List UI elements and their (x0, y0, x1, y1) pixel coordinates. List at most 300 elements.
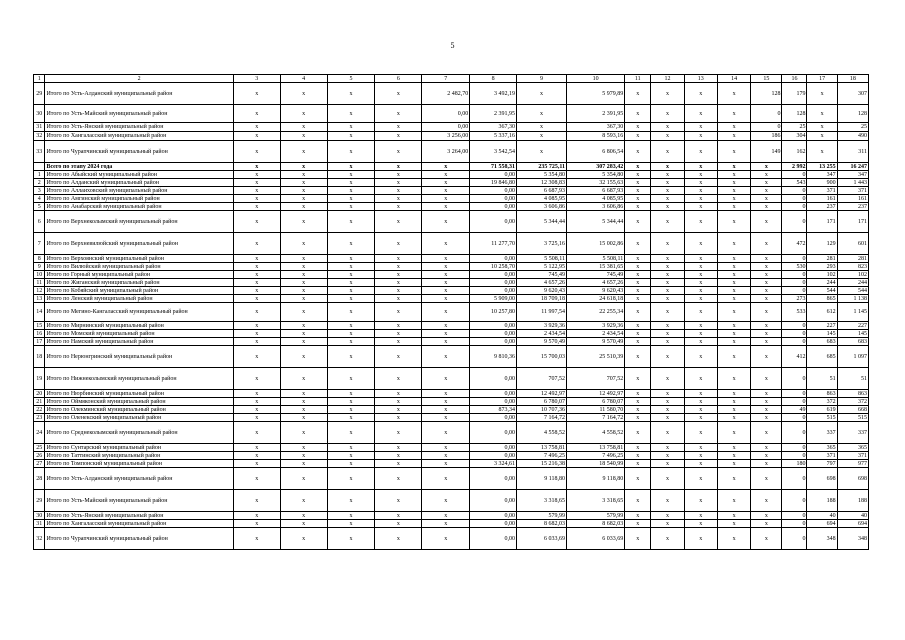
empty-marker-cell: x (280, 83, 327, 105)
empty-marker-cell: x (717, 203, 750, 211)
value-cell: 745,49 (517, 271, 567, 279)
value-cell: 129 (807, 233, 837, 255)
value-cell: 601 (837, 233, 868, 255)
empty-marker-cell: x (422, 512, 470, 520)
value-cell: 307 283,42 (567, 163, 625, 171)
value-cell: 5 508,11 (517, 255, 567, 263)
empty-marker-cell: x (684, 468, 717, 490)
row-number-cell: 16 (34, 330, 45, 338)
empty-marker-cell: x (651, 452, 684, 460)
district-name-cell: Итого по Таттинский муниципальный район (45, 452, 233, 460)
value-cell: 348 (807, 528, 837, 550)
value-cell: 530 (782, 263, 807, 271)
table-row (34, 295, 869, 303)
value-cell: 3 492,19 (470, 83, 517, 105)
value-cell: 8 593,16 (567, 132, 625, 141)
district-name-cell: Итого по Усть-Майский муниципальный район (45, 490, 233, 512)
empty-marker-cell: x (280, 263, 327, 271)
empty-marker-cell: x (717, 263, 750, 271)
empty-marker-cell: x (651, 187, 684, 195)
empty-marker-cell: x (807, 123, 837, 132)
table-row (34, 346, 869, 368)
empty-marker-cell: x (684, 330, 717, 338)
empty-marker-cell: x (717, 452, 750, 460)
value-cell: 9 810,36 (470, 346, 517, 368)
value-cell: 0 (782, 520, 807, 528)
empty-marker-cell: x (651, 132, 684, 141)
empty-marker-cell: x (625, 132, 651, 141)
value-cell: 347 (807, 171, 837, 179)
empty-marker-cell: x (280, 406, 327, 414)
column-header: 7 (422, 75, 470, 83)
empty-marker-cell: x (280, 211, 327, 233)
empty-marker-cell: x (625, 105, 651, 123)
value-cell: 5 909,00 (470, 295, 517, 303)
value-cell: 6 806,54 (567, 141, 625, 163)
table-row (34, 398, 869, 406)
empty-marker-cell: x (280, 187, 327, 195)
empty-marker-cell: x (233, 406, 280, 414)
empty-marker-cell: x (625, 444, 651, 452)
empty-marker-cell: x (233, 468, 280, 490)
value-cell: 2 992 (782, 163, 807, 171)
value-cell: 698 (807, 468, 837, 490)
value-cell: 9 620,43 (567, 287, 625, 295)
empty-marker-cell: x (625, 287, 651, 295)
empty-marker-cell: x (717, 287, 750, 295)
column-header: 10 (567, 75, 625, 83)
value-cell: 0 (782, 271, 807, 279)
empty-marker-cell: x (625, 211, 651, 233)
empty-marker-cell: x (375, 179, 422, 187)
value-cell: 0,00 (470, 422, 517, 444)
district-name-cell: Итого по Нерюнгринский муниципальный район (45, 346, 233, 368)
row-number-cell: 21 (34, 398, 45, 406)
empty-marker-cell: x (327, 368, 375, 390)
value-cell: 865 (807, 295, 837, 303)
empty-marker-cell: x (280, 105, 327, 123)
value-cell: 0,00 (470, 490, 517, 512)
empty-marker-cell: x (717, 271, 750, 279)
value-cell: 0,00 (470, 444, 517, 452)
value-cell: 15 002,86 (567, 233, 625, 255)
empty-marker-cell: x (280, 398, 327, 406)
empty-marker-cell: x (375, 132, 422, 141)
row-number-cell: 23 (34, 414, 45, 422)
table-row (34, 263, 869, 271)
empty-marker-cell: x (280, 179, 327, 187)
table-row (34, 211, 869, 233)
empty-marker-cell: x (684, 141, 717, 163)
empty-marker-cell: x (422, 406, 470, 414)
empty-marker-cell: x (625, 203, 651, 211)
empty-marker-cell: x (233, 255, 280, 263)
empty-marker-cell: x (422, 346, 470, 368)
empty-marker-cell: x (751, 279, 782, 287)
row-number-cell: 2 (34, 179, 45, 187)
row-number-cell: 26 (34, 452, 45, 460)
empty-marker-cell: x (651, 330, 684, 338)
value-cell: 4 558,52 (567, 422, 625, 444)
value-cell: 612 (807, 303, 837, 322)
district-name-cell: Итого по Верхневилюйский муниципальный район (45, 233, 233, 255)
empty-marker-cell: x (327, 330, 375, 338)
empty-marker-cell: x (717, 255, 750, 263)
empty-marker-cell: x (717, 303, 750, 322)
empty-marker-cell: x (280, 368, 327, 390)
empty-marker-cell: x (517, 83, 567, 105)
empty-marker-cell: x (651, 414, 684, 422)
empty-marker-cell: x (684, 123, 717, 132)
district-name-cell: Всего по этапу 2024 года (45, 163, 233, 171)
empty-marker-cell: x (651, 141, 684, 163)
value-cell: 0 (782, 528, 807, 550)
empty-marker-cell: x (327, 195, 375, 203)
value-cell: 337 (837, 422, 868, 444)
value-cell: 707,52 (517, 368, 567, 390)
value-cell: 12 492,97 (567, 390, 625, 398)
row-number-cell: 10 (34, 271, 45, 279)
empty-marker-cell: x (422, 414, 470, 422)
empty-marker-cell: x (327, 141, 375, 163)
empty-marker-cell: x (684, 390, 717, 398)
empty-marker-cell: x (375, 346, 422, 368)
value-cell: 863 (837, 390, 868, 398)
value-cell: 683 (837, 338, 868, 346)
value-cell: 18 709,18 (517, 295, 567, 303)
value-cell: 0 (782, 195, 807, 203)
empty-marker-cell: x (327, 123, 375, 132)
district-name-cell: Итого по Алданский муниципальный район (45, 179, 233, 187)
empty-marker-cell: x (625, 414, 651, 422)
empty-marker-cell: x (625, 187, 651, 195)
empty-marker-cell: x (717, 123, 750, 132)
value-cell: 9 570,49 (567, 338, 625, 346)
empty-marker-cell: x (375, 233, 422, 255)
district-name-cell: Итого по Среднеколымский муниципальный район (45, 422, 233, 444)
empty-marker-cell: x (422, 422, 470, 444)
value-cell: 0 (782, 512, 807, 520)
empty-marker-cell: x (422, 187, 470, 195)
value-cell: 0,00 (470, 452, 517, 460)
empty-marker-cell: x (751, 171, 782, 179)
empty-marker-cell: x (280, 422, 327, 444)
empty-marker-cell: x (280, 520, 327, 528)
empty-marker-cell: x (651, 390, 684, 398)
value-cell: 281 (837, 255, 868, 263)
value-cell: 0 (782, 287, 807, 295)
row-number-cell: 32 (34, 132, 45, 141)
row-number-cell: 11 (34, 279, 45, 287)
empty-marker-cell: x (422, 390, 470, 398)
value-cell: 51 (807, 368, 837, 390)
empty-marker-cell: x (625, 528, 651, 550)
value-cell: 3 318,65 (567, 490, 625, 512)
value-cell: 3 318,65 (517, 490, 567, 512)
value-cell: 180 (782, 460, 807, 468)
empty-marker-cell: x (651, 105, 684, 123)
value-cell: 533 (782, 303, 807, 322)
empty-marker-cell: x (233, 330, 280, 338)
value-cell: 365 (807, 444, 837, 452)
empty-marker-cell: x (717, 83, 750, 105)
value-cell: 18 540,99 (567, 460, 625, 468)
empty-marker-cell: x (375, 460, 422, 468)
empty-marker-cell: x (233, 414, 280, 422)
table-row (34, 141, 869, 163)
table-row (34, 512, 869, 520)
value-cell: 6 687,93 (567, 187, 625, 195)
value-cell: 6 780,07 (517, 398, 567, 406)
value-cell: 579,99 (517, 512, 567, 520)
empty-marker-cell: x (375, 414, 422, 422)
value-cell: 0,00 (470, 195, 517, 203)
empty-marker-cell: x (517, 123, 567, 132)
empty-marker-cell: x (684, 132, 717, 141)
empty-marker-cell: x (751, 295, 782, 303)
empty-marker-cell: x (280, 271, 327, 279)
value-cell: 6 687,93 (517, 187, 567, 195)
empty-marker-cell: x (751, 452, 782, 460)
empty-marker-cell: x (625, 163, 651, 171)
value-cell: 227 (807, 322, 837, 330)
district-name-cell: Итого по Вилюйский муниципальный район (45, 263, 233, 271)
empty-marker-cell: x (233, 163, 280, 171)
value-cell: 543 (782, 179, 807, 187)
value-cell: 412 (782, 346, 807, 368)
empty-marker-cell: x (751, 414, 782, 422)
empty-marker-cell: x (327, 346, 375, 368)
empty-marker-cell: x (422, 322, 470, 330)
empty-marker-cell: x (684, 338, 717, 346)
value-cell: 668 (837, 406, 868, 414)
value-cell: 24 618,18 (567, 295, 625, 303)
empty-marker-cell: x (717, 490, 750, 512)
value-cell: 0,00 (470, 187, 517, 195)
row-number-cell: 27 (34, 460, 45, 468)
value-cell: 4 085,95 (517, 195, 567, 203)
value-cell: 2 434,54 (567, 330, 625, 338)
empty-marker-cell: x (625, 368, 651, 390)
table-row (34, 303, 869, 322)
empty-marker-cell: x (625, 195, 651, 203)
empty-marker-cell: x (233, 390, 280, 398)
empty-marker-cell: x (651, 295, 684, 303)
empty-marker-cell: x (233, 287, 280, 295)
row-number-cell: 19 (34, 368, 45, 390)
empty-marker-cell: x (280, 233, 327, 255)
row-number-cell: 14 (34, 303, 45, 322)
empty-marker-cell: x (717, 171, 750, 179)
empty-marker-cell: x (327, 490, 375, 512)
empty-marker-cell: x (422, 255, 470, 263)
empty-marker-cell: x (422, 528, 470, 550)
empty-marker-cell: x (625, 390, 651, 398)
value-cell: 227 (837, 322, 868, 330)
empty-marker-cell: x (422, 171, 470, 179)
value-cell: 13 758,81 (517, 444, 567, 452)
value-cell: 4 657,26 (567, 279, 625, 287)
value-cell: 3 929,36 (567, 322, 625, 330)
value-cell: 4 085,95 (567, 195, 625, 203)
empty-marker-cell: x (684, 271, 717, 279)
value-cell: 11 997,54 (517, 303, 567, 322)
value-cell: 7 496,25 (567, 452, 625, 460)
empty-marker-cell: x (280, 303, 327, 322)
empty-marker-cell: x (684, 520, 717, 528)
empty-marker-cell: x (327, 390, 375, 398)
value-cell: 13 255 (807, 163, 837, 171)
value-cell: 5 344,44 (567, 211, 625, 233)
empty-marker-cell: x (625, 520, 651, 528)
district-name-cell: Итого по Анабарский муниципальный район (45, 203, 233, 211)
empty-marker-cell: x (375, 211, 422, 233)
table-row (34, 287, 869, 295)
value-cell: 6 780,07 (567, 398, 625, 406)
value-cell: 0 (782, 338, 807, 346)
empty-marker-cell: x (684, 322, 717, 330)
empty-marker-cell: x (717, 132, 750, 141)
empty-marker-cell: x (327, 132, 375, 141)
value-cell: 12 492,97 (517, 390, 567, 398)
value-cell: 5 508,11 (567, 255, 625, 263)
column-header: 6 (375, 75, 422, 83)
empty-marker-cell: x (717, 211, 750, 233)
empty-marker-cell: x (233, 368, 280, 390)
empty-marker-cell: x (422, 163, 470, 171)
row-number-cell: 22 (34, 406, 45, 414)
empty-marker-cell: x (717, 406, 750, 414)
value-cell: 244 (837, 279, 868, 287)
empty-marker-cell: x (684, 346, 717, 368)
empty-marker-cell: x (751, 368, 782, 390)
empty-marker-cell: x (751, 187, 782, 195)
row-number-cell: 32 (34, 528, 45, 550)
empty-marker-cell: x (651, 123, 684, 132)
value-cell: 11 277,70 (470, 233, 517, 255)
empty-marker-cell: x (625, 322, 651, 330)
value-cell: 619 (807, 406, 837, 414)
empty-marker-cell: x (280, 141, 327, 163)
empty-marker-cell: x (422, 490, 470, 512)
value-cell: 0,00 (470, 528, 517, 550)
table-row (34, 520, 869, 528)
empty-marker-cell: x (751, 490, 782, 512)
empty-marker-cell: x (625, 179, 651, 187)
value-cell: 0 (782, 390, 807, 398)
row-number-cell: 1 (34, 171, 45, 179)
row-number-cell: 28 (34, 468, 45, 490)
row-number-cell: 6 (34, 211, 45, 233)
value-cell: 371 (807, 452, 837, 460)
value-cell: 0 (782, 211, 807, 233)
empty-marker-cell: x (751, 468, 782, 490)
district-name-cell: Итого по Амгинский муниципальный район (45, 195, 233, 203)
value-cell: 32 155,63 (567, 179, 625, 187)
empty-marker-cell: x (422, 303, 470, 322)
row-number-cell: 5 (34, 203, 45, 211)
empty-marker-cell: x (327, 406, 375, 414)
empty-marker-cell: x (375, 512, 422, 520)
empty-marker-cell: x (684, 452, 717, 460)
empty-marker-cell: x (422, 263, 470, 271)
empty-marker-cell: x (422, 211, 470, 233)
empty-marker-cell: x (233, 295, 280, 303)
row-number-cell: 8 (34, 255, 45, 263)
empty-marker-cell: x (327, 187, 375, 195)
empty-marker-cell: x (375, 287, 422, 295)
empty-marker-cell: x (717, 322, 750, 330)
empty-marker-cell: x (807, 141, 837, 163)
empty-marker-cell: x (625, 295, 651, 303)
value-cell: 0,00 (470, 279, 517, 287)
empty-marker-cell: x (375, 322, 422, 330)
empty-marker-cell: x (651, 211, 684, 233)
value-cell: 1 145 (837, 303, 868, 322)
value-cell: 0 (782, 255, 807, 263)
empty-marker-cell: x (651, 195, 684, 203)
value-cell: 472 (782, 233, 807, 255)
empty-marker-cell: x (717, 330, 750, 338)
empty-marker-cell: x (684, 187, 717, 195)
empty-marker-cell: x (751, 263, 782, 271)
value-cell: 16 247 (837, 163, 868, 171)
empty-marker-cell: x (375, 141, 422, 163)
empty-marker-cell: x (327, 303, 375, 322)
empty-marker-cell: x (422, 203, 470, 211)
empty-marker-cell: x (327, 263, 375, 271)
empty-marker-cell: x (375, 171, 422, 179)
empty-marker-cell: x (327, 105, 375, 123)
empty-marker-cell: x (717, 179, 750, 187)
empty-marker-cell: x (422, 233, 470, 255)
row-number-cell: 31 (34, 123, 45, 132)
value-cell: 311 (837, 141, 868, 163)
value-cell: 25 (782, 123, 807, 132)
empty-marker-cell: x (233, 322, 280, 330)
value-cell: 7 496,25 (517, 452, 567, 460)
table-row (34, 179, 869, 187)
empty-marker-cell: x (625, 406, 651, 414)
empty-marker-cell: x (422, 338, 470, 346)
empty-marker-cell: x (280, 287, 327, 295)
empty-marker-cell: x (717, 512, 750, 520)
empty-marker-cell: x (651, 271, 684, 279)
empty-marker-cell: x (375, 187, 422, 195)
empty-marker-cell: x (233, 490, 280, 512)
empty-marker-cell: x (327, 452, 375, 460)
value-cell: 1 097 (837, 346, 868, 368)
value-cell: 698 (837, 468, 868, 490)
district-name-cell: Итого по Сунтарский муниципальный район (45, 444, 233, 452)
district-name-cell: Итого по Усть-Янский муниципальный район (45, 512, 233, 520)
empty-marker-cell: x (280, 195, 327, 203)
empty-marker-cell: x (280, 338, 327, 346)
empty-marker-cell: x (717, 295, 750, 303)
district-name-cell: Итого по Чурапчинский муниципальный район (45, 528, 233, 550)
empty-marker-cell: x (233, 338, 280, 346)
value-cell: 5 354,80 (567, 171, 625, 179)
table-row (34, 279, 869, 287)
value-cell: 337 (807, 422, 837, 444)
empty-marker-cell: x (327, 338, 375, 346)
empty-marker-cell: x (375, 330, 422, 338)
value-cell: 0,00 (470, 512, 517, 520)
empty-marker-cell: x (327, 460, 375, 468)
empty-marker-cell: x (717, 368, 750, 390)
empty-marker-cell: x (651, 490, 684, 512)
empty-marker-cell: x (651, 398, 684, 406)
